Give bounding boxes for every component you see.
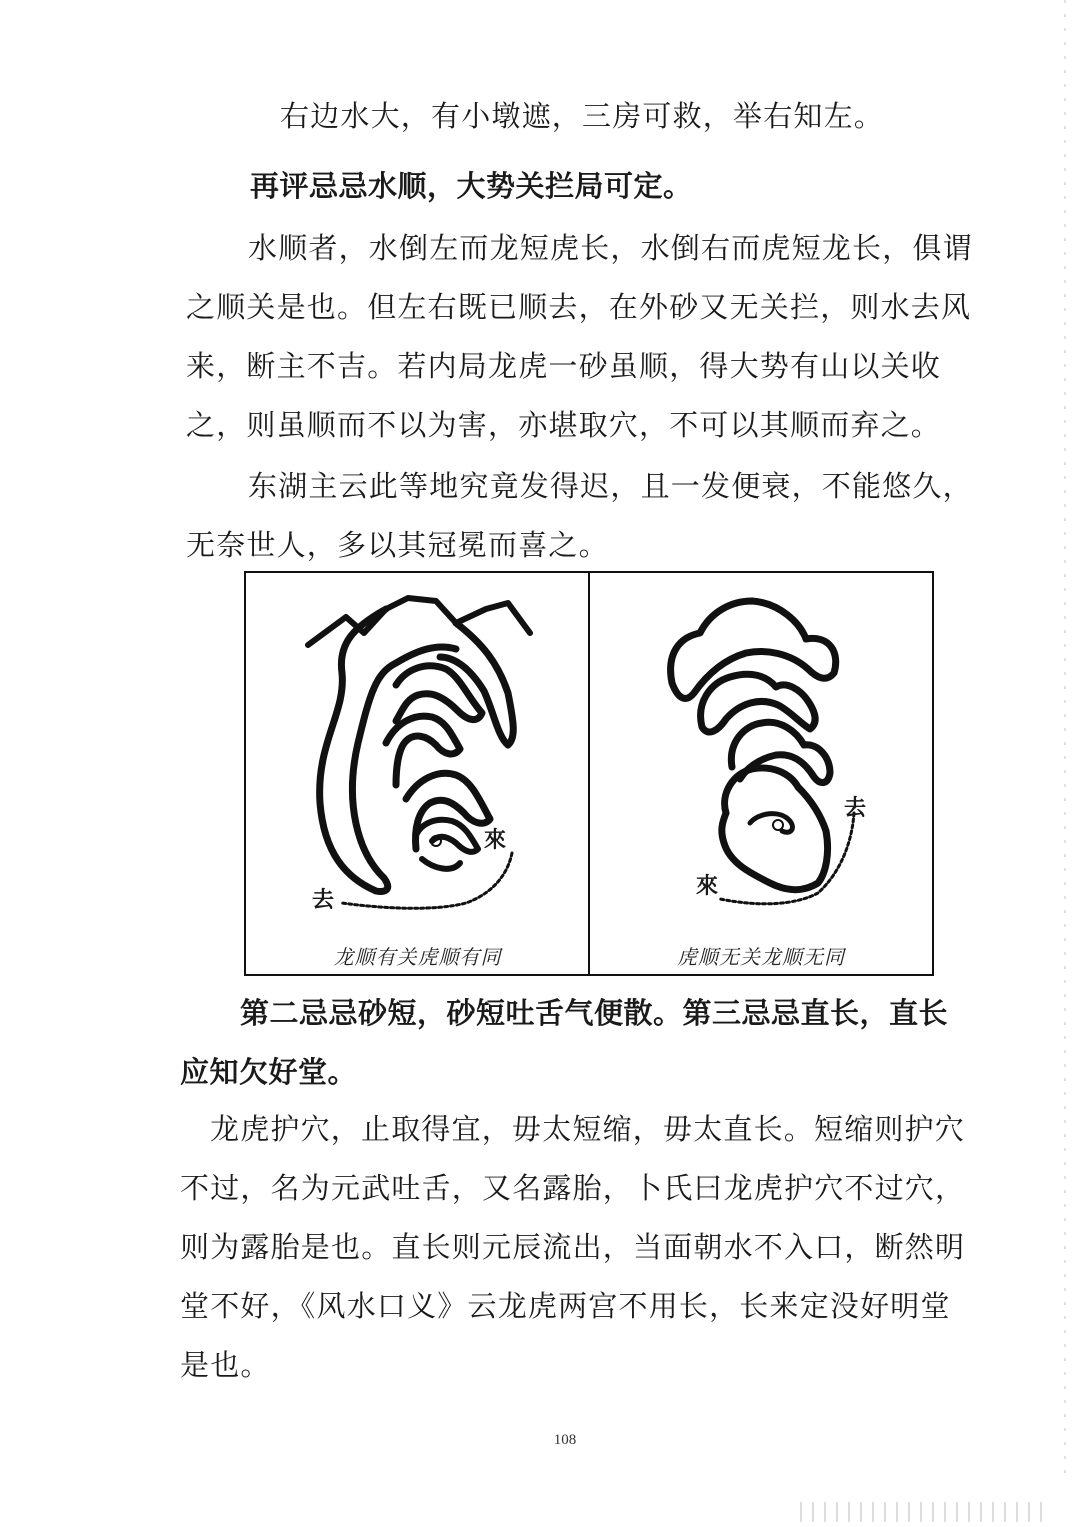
figure-left-panel — [244, 571, 590, 976]
left-caption: 龙顺有关虎顺有同 — [333, 945, 502, 969]
paragraph-2: 水顺者，水倒左而龙短虎长，水倒右而虎短龙长，俱谓之顺关是也。但左右既已顺去，在外砂又无关拦，则水去风来，断主不吉。若内局龙虎一砂虽顺，得大势有山以关收之，则虽顺而不以为害，亦堪取穴，不可以其顺而弃之。 — [186, 231, 973, 442]
heading-1: 再评忌忌水顺，大势关拦局可定。 — [250, 169, 693, 203]
page-number: 108 — [553, 1432, 577, 1448]
right-label-go: 去 — [844, 795, 867, 821]
scan-edge-marks — [1064, 0, 1066, 1480]
heading-2: 第二忌忌砂短，砂短吐舌气便散。第三忌忌直长，直长应知欠好堂。 — [180, 996, 949, 1089]
right-caption: 虎顺无关龙顺无同 — [677, 945, 845, 969]
right-mountain-drawing — [590, 573, 936, 978]
scan-footer-marks — [800, 1502, 1050, 1522]
figure-diagram — [244, 571, 934, 976]
paragraph-3: 东湖主云此等地究竟发得迟，且一发便衰，不能悠久，无奈世人，多以其冠冕而喜之。 — [186, 469, 973, 562]
left-label-come: 來 — [484, 827, 507, 853]
figure-right-panel — [588, 571, 934, 976]
right-label-come: 來 — [696, 873, 719, 899]
left-mountain-drawing — [246, 573, 592, 978]
left-label-go: 去 — [312, 887, 335, 913]
paragraph-4: 龙虎护穴，止取得宜，毋太短缩，毋太直长。短缩则护穴不过，名为元武吐舌，又名露胎，卜氏曰龙虎护穴不过穴，则为露胎是也。直长则元辰流出，当面朝水不入口，断然明堂不好，《风水口义》云龙虎两宫不用长，长来定没好明堂是也。 — [180, 1112, 966, 1382]
paragraph-1: 右边水大，有小墩遮，三房可救，举右知左。 — [280, 99, 885, 133]
